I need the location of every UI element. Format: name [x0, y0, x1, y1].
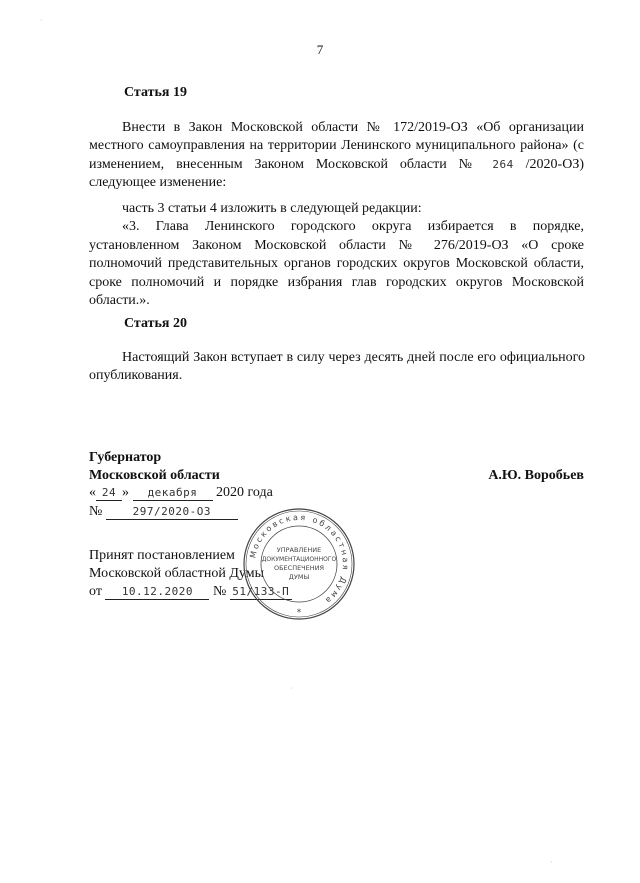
signatory-line-2: Московской области — [89, 468, 220, 483]
law-number-label: № — [89, 504, 103, 519]
adopted-number: 51/133-П — [230, 585, 292, 600]
amending-law-number: 264 — [492, 157, 514, 171]
adopted-number-label: № — [212, 584, 227, 599]
signatory-title — [89, 449, 220, 485]
article-20-paragraph-1: Настоящий Закон вступает в силу через десять дней после его официального опубликования. — [89, 350, 585, 384]
article-19-title: Статья 19 — [124, 85, 187, 100]
article-19-paragraph-2: часть 3 статьи 4 изложить в следующей редакции: — [122, 201, 422, 216]
article-19-paragraph-1 — [89, 119, 584, 193]
date-close-quote: » — [122, 485, 129, 500]
date-year: 2020 года — [216, 485, 273, 500]
law-date — [89, 484, 273, 502]
date-month: декабря — [133, 486, 213, 501]
adopted-date: 10.12.2020 — [105, 585, 209, 600]
date-open-quote: « — [89, 485, 96, 500]
stamp-inner-line-4: ДУМЫ — [288, 573, 310, 581]
article-19-body-2 — [89, 200, 584, 310]
stamp-svg — [242, 507, 356, 621]
official-stamp — [242, 507, 356, 621]
adopted-line-2: Московской областной Думы — [89, 566, 264, 581]
stamp-ring-text-path: Московская областная Дума — [248, 512, 351, 607]
scan-speck: · — [40, 16, 43, 25]
article-19-body — [89, 119, 584, 193]
article-19-paragraph-1-tail: /2020-ОЗ) следующее изменение: — [89, 156, 585, 191]
law-number-value: 297/2020-ОЗ — [106, 505, 238, 520]
page-number: 7 — [316, 42, 324, 57]
date-day: 24 — [96, 486, 122, 501]
article-19-paragraph-3: «3. Глава Ленинского городского округа избирается в порядке, установленном Законом Московской области № 276/2019-ОЗ «О сроке полномочий представительных органов городских округов Московской области, сроке полномочий и порядке избрания глав городских округов Московской области.». — [89, 219, 584, 309]
scan-speck: · — [290, 684, 293, 693]
scan-speck: · — [550, 858, 553, 867]
adopted-line-1: Принят постановлением — [89, 548, 235, 563]
article-19-paragraph-1-text: Внести в Закон Московской области № 172/2019-ОЗ «Об организации местного самоуправления на территории Ленинского муниципального района» (с изменением, внесенным Законом Московской области № — [89, 120, 584, 172]
stamp-inner-line-3: ОБЕСПЕЧЕНИЯ — [273, 564, 325, 572]
stamp-inner-line-2: ДОКУМЕНТАЦИОННОГО — [261, 556, 337, 563]
adopted-from-label: от — [89, 584, 102, 599]
law-number — [89, 503, 238, 521]
article-20-body — [89, 349, 585, 386]
article-20-title: Статья 20 — [124, 316, 187, 331]
stamp-inner-line-1: УПРАВЛЕНИЕ — [276, 546, 322, 554]
signatory-line-1: Губернатор — [89, 450, 162, 465]
stamp-star: * — [296, 608, 302, 618]
signatory-name: А.Ю. Воробьев — [488, 468, 584, 483]
